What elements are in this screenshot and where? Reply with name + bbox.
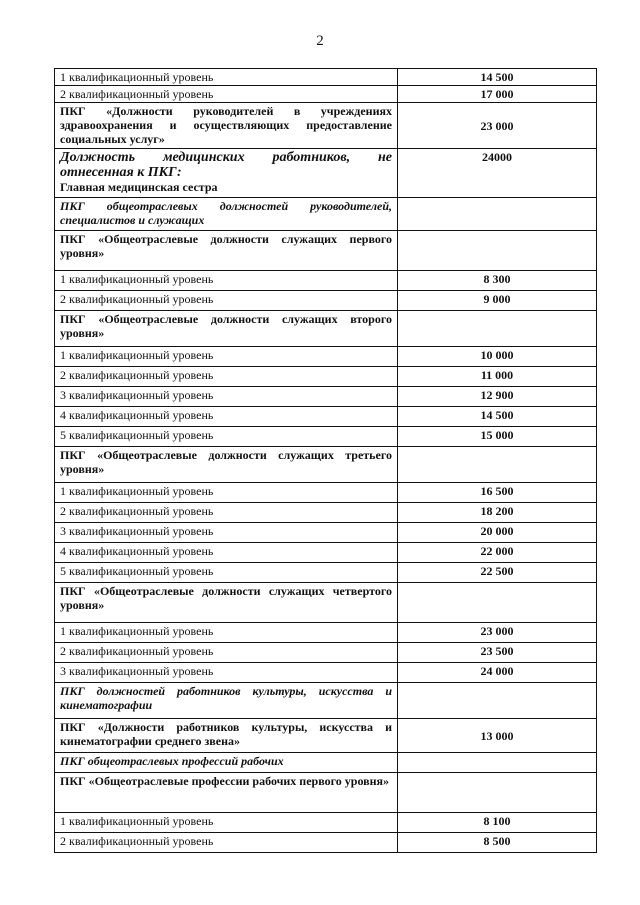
table-row [55, 563, 597, 583]
row-label: 5 квалификационный уровень [55, 563, 398, 583]
row-value: 24 000 [398, 663, 597, 683]
row-value: 23 000 [398, 623, 597, 643]
row-label: 3 квалификационный уровень [55, 663, 398, 683]
row-label: 1 квалификационный уровень [55, 483, 398, 503]
row-label: 4 квалификационный уровень [55, 543, 398, 563]
row-value: 10 000 [398, 347, 597, 367]
table-row [55, 683, 597, 719]
table-row [55, 149, 597, 198]
section-heading: ПКГ общеотраслевых должностей руководителей, специалистов и служащих [55, 198, 398, 231]
row-value: 9 000 [398, 291, 597, 311]
table-row [55, 103, 597, 149]
row-value: 24000 [398, 149, 597, 198]
table-row [55, 427, 597, 447]
table-row [55, 198, 597, 231]
row-value [398, 231, 597, 271]
row-label: 2 квалификационный уровень [55, 833, 398, 853]
row-value: 15 000 [398, 427, 597, 447]
section-heading: Должность медицинских работников, не отнесенная к ПКГ: [60, 150, 392, 180]
row-value: 11 000 [398, 367, 597, 387]
group-heading: ПКГ «Общеотраслевые должности служащих четвертого уровня» [55, 583, 398, 623]
table-row [55, 311, 597, 347]
row-value [398, 753, 597, 773]
section-heading: ПКГ общеотраслевых профессий рабочих [55, 753, 398, 773]
table-row [55, 719, 597, 753]
section-cell [55, 149, 398, 198]
row-label: 1 квалификационный уровень [55, 623, 398, 643]
table-row [55, 271, 597, 291]
row-value: 14 500 [398, 69, 597, 86]
table-row [55, 387, 597, 407]
table-row [55, 483, 597, 503]
row-value [398, 198, 597, 231]
row-label: 1 квалификационный уровень [55, 347, 398, 367]
row-value: 13 000 [398, 719, 597, 753]
row-value: 23 000 [398, 103, 597, 149]
row-value: 8 500 [398, 833, 597, 853]
group-heading: ПКГ «Общеотраслевые профессии рабочих первого уровня» [55, 773, 398, 813]
table-row [55, 583, 597, 623]
row-label: 3 квалификационный уровень [55, 523, 398, 543]
table-row [55, 447, 597, 483]
row-value [398, 683, 597, 719]
group-heading: ПКГ «Общеотраслевые должности служащих первого уровня» [55, 231, 398, 271]
group-heading: ПКГ «Общеотраслевые должности служащих второго уровня» [55, 311, 398, 347]
row-label: 3 квалификационный уровень [55, 387, 398, 407]
row-value: 17 000 [398, 86, 597, 103]
table-row [55, 503, 597, 523]
table-row [55, 291, 597, 311]
table-row [55, 543, 597, 563]
row-value: 22 000 [398, 543, 597, 563]
row-label: 4 квалификационный уровень [55, 407, 398, 427]
group-heading: ПКГ «Общеотраслевые должности служащих третьего уровня» [55, 447, 398, 483]
row-value [398, 583, 597, 623]
row-label: 2 квалификационный уровень [55, 643, 398, 663]
row-label: Главная медицинская сестра [60, 180, 218, 194]
row-label: 1 квалификационный уровень [55, 813, 398, 833]
row-value: 18 200 [398, 503, 597, 523]
page-number: 2 [316, 33, 324, 49]
row-value: 14 500 [398, 407, 597, 427]
table-row [55, 407, 597, 427]
table-row [55, 833, 597, 853]
table-row [55, 813, 597, 833]
row-value: 8 300 [398, 271, 597, 291]
table-row [55, 347, 597, 367]
table-row [55, 643, 597, 663]
row-label: 2 квалификационный уровень [55, 291, 398, 311]
row-value [398, 447, 597, 483]
group-heading: ПКГ «Должности работников культуры, искусства и кинематографии среднего звена» [55, 719, 398, 753]
table-row [55, 69, 597, 86]
table-row [55, 773, 597, 813]
row-value: 8 100 [398, 813, 597, 833]
table-row [55, 367, 597, 387]
row-value: 23 500 [398, 643, 597, 663]
row-value: 12 900 [398, 387, 597, 407]
row-value: 16 500 [398, 483, 597, 503]
table-row [55, 231, 597, 271]
row-value [398, 311, 597, 347]
section-heading: ПКГ должностей работников культуры, искусства и кинематографии [55, 683, 398, 719]
row-label: 2 квалификационный уровень [55, 367, 398, 387]
table-row [55, 86, 597, 103]
row-label: 2 квалификационный уровень [55, 503, 398, 523]
table-row [55, 623, 597, 643]
row-value: 20 000 [398, 523, 597, 543]
row-value [398, 773, 597, 813]
row-label: 1 квалификационный уровень [55, 69, 398, 86]
table-row [55, 753, 597, 773]
salary-table [54, 68, 597, 853]
row-label: 5 квалификационный уровень [55, 427, 398, 447]
group-heading: ПКГ «Должности руководителей в учреждениях здравоохранения и осуществляющих предоставление социальных услуг» [55, 103, 398, 149]
table-row [55, 663, 597, 683]
row-value: 22 500 [398, 563, 597, 583]
table-row [55, 523, 597, 543]
row-label: 1 квалификационный уровень [55, 271, 398, 291]
row-label: 2 квалификационный уровень [55, 86, 398, 103]
